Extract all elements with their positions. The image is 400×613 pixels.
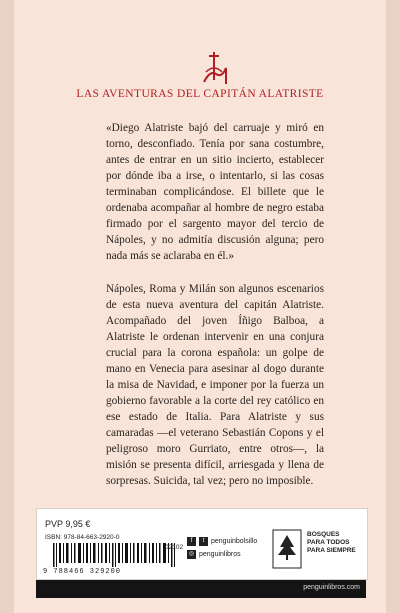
- eco-line-3: PARA SIEMPRE: [307, 547, 356, 554]
- eco-label: [307, 531, 356, 555]
- price-label: PVP 9,95 €: [45, 519, 91, 529]
- back-cover-text: [106, 120, 324, 506]
- social-handle-1: penguinbolsillo: [211, 538, 258, 545]
- eco-line-2: PARA TODOS: [307, 539, 350, 546]
- internal-code: 02102: [165, 544, 184, 551]
- twitter-icon: t: [199, 537, 208, 546]
- social-row-2[interactable]: [187, 550, 257, 559]
- barcode-panel: [36, 508, 368, 580]
- eco-line-1: BOSQUES: [307, 531, 340, 538]
- social-row-1[interactable]: [187, 537, 257, 546]
- footer-bar: [36, 580, 366, 598]
- facebook-icon: f: [187, 537, 196, 546]
- social-handle-2: penguinlibros: [199, 551, 241, 558]
- fsc-tree-icon: [272, 529, 302, 569]
- instagram-icon: ◎: [188, 551, 195, 557]
- footer-url[interactable]: penguinlibros.com: [303, 584, 360, 591]
- barcode-digits: 9 788466 329200: [43, 568, 122, 576]
- series-title: LAS AVENTURAS DEL CAPITÁN ALATRISTE: [76, 88, 324, 100]
- isbn-label: ISBN: 978-84-663-2920-0: [45, 534, 120, 541]
- social-links: [187, 537, 257, 563]
- synopsis-paragraph: Nápoles, Roma y Milán son algunos escenarios de esta nueva aventura del capitán Alatriste. Acompañado del joven Íñigo Balboa, a Alatriste le ordenan intervenir en una conjura crucial para la corona española: un golpe de mano en Venecia para asesinar al dogo durante la misa de Navidad, e imponer por la fuerza un gobierno favorable a la corte del rey católico en ese estado de Italia. Para Alatriste y sus camaradas —el veterano Sebastián Copons y el peligroso moro Gurriato, entre otros—, la misión se presenta difícil, arriesgada y llena de sorpresas. Suicida, tal vez; pero no imposible.: [106, 283, 324, 487]
- alatriste-logo-icon: [200, 50, 230, 90]
- quote-paragraph: «Diego Alatriste bajó del carruaje y miró en torno, desconfiado. Tenía por sana costumbre, antes de entrar en un sitio incierto, establecer por dónde iba a irse, o intentarlo, si las cosas terminaban complicándose. El billete que le ordenaba acompañar al hombre de negro estaba firmado por el sargento mayor del tercio de Nápoles, y no admitía discusión alguna; pero nada más se aclaraba en él.»: [106, 122, 324, 262]
